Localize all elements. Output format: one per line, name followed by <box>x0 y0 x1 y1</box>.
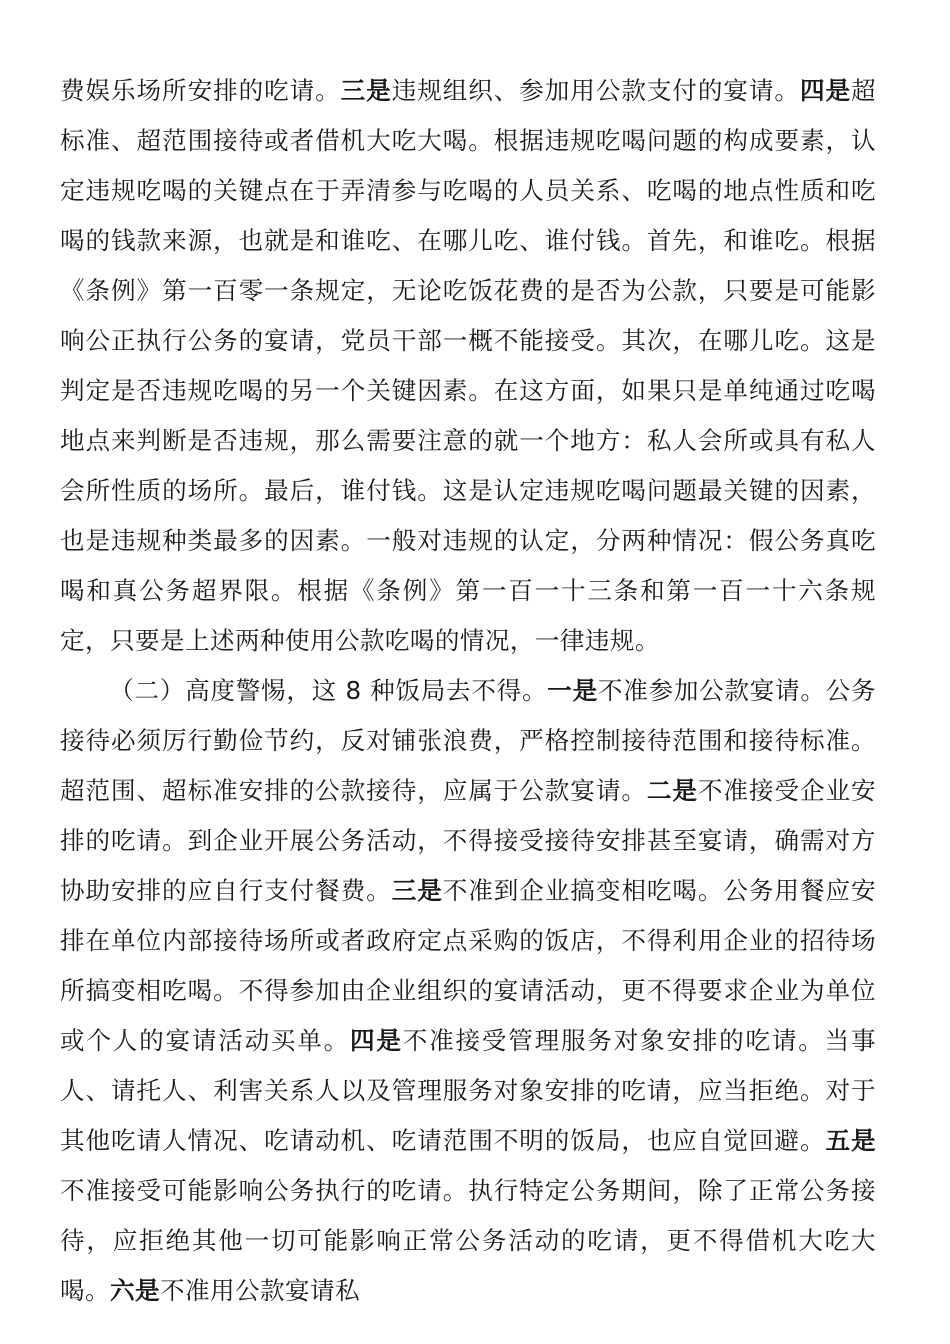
paragraph-2-text: 不准用公款宴请私 <box>160 1276 360 1305</box>
paragraph-1-bold-lead: 三是 <box>340 76 392 105</box>
paragraph-2-bold-lead: 四是 <box>350 1026 403 1055</box>
paragraph-2-text: 不准接受管理服务对象安排的吃请。当事人、请托人、利害关系人以及管理服务对象安排的吃请，应当拒绝。对于其他吃请人情况、吃请动机、吃请范围不明的饭局，也应自觉回避。 <box>60 1026 876 1155</box>
paragraph-2 <box>60 666 876 1316</box>
paragraph-2-text: 不准接受企业安排的吃请。到企业开展公务活动，不得接受接待安排甚至宴请，确需对方协助安排的应自行支付餐费。 <box>60 776 876 905</box>
paragraph-1-bold-lead: 四是 <box>799 76 851 105</box>
paragraph-2-heading: （二）高度警惕，这 8 种饭局去不得。 <box>109 676 548 705</box>
paragraph-2-text: 不准到企业搞变相吃喝。公务用餐应安排在单位内部接待场所或者政府定点采购的饭店，不得利用企业的招待场所搞变相吃喝。不得参加由企业组织的宴请活动，更不得要求企业为单位或个人的宴请活动买单。 <box>60 876 876 1055</box>
paragraph-2-bold-lead: 三是 <box>391 876 443 905</box>
paragraph-2-text: 不准接受可能影响公务执行的吃请。执行特定公务期间，除了正常公务接待，应拒绝其他一切可能影响正常公务活动的吃请，更不得借机大吃大喝。 <box>60 1176 876 1305</box>
paragraph-1 <box>60 66 876 666</box>
paragraph-2-bold-lead: 一是 <box>547 676 598 705</box>
paragraph-2-bold-lead: 二是 <box>646 776 698 805</box>
paragraph-2-text: 不准参加公款宴请。公务接待必须厉行勤俭节约，反对铺张浪费，严格控制接待范围和接待标准。超范围、超标准安排的公款接待，应属于公款宴请。 <box>60 676 876 805</box>
paragraph-2-bold-lead: 六是 <box>110 1276 160 1305</box>
paragraph-2-bold-lead: 五是 <box>825 1126 876 1155</box>
paragraph-1-text: 费娱乐场所安排的吃请。 <box>60 76 341 105</box>
paragraph-1-text: 违规组织、参加用公款支付的宴请。 <box>391 76 800 105</box>
paragraph-1-text: 超标准、超范围接待或者借机大吃大喝。根据违规吃喝问题的构成要素，认定违规吃喝的关键点在于弄清参与吃喝的人员关系、吃喝的地点性质和吃喝的钱款来源，也就是和谁吃、在哪儿吃、谁付钱。首先，和谁吃。根据《条例》第一百零一条规定，无论吃饭花费的是否为公款，只要是可能影响公正执行公务的宴请，党员干部一概不能接受。其次，在哪儿吃。这是判定是否违规吃喝的另一个关键因素。在这方面，如果只是单纯通过吃喝地点来判断是否违规，那么需要注意的就一个地方：私人会所或具有私人会所性质的场所。最后，谁付钱。这是认定违规吃喝问题最关键的因素，也是违规种类最多的因素。一般对违规的认定，分两种情况：假公务真吃喝和真公务超界限。根据《条例》第一百一十三条和第一百一十六条规定，只要是上述两种使用公款吃喝的情况，一律违规。 <box>60 76 876 655</box>
